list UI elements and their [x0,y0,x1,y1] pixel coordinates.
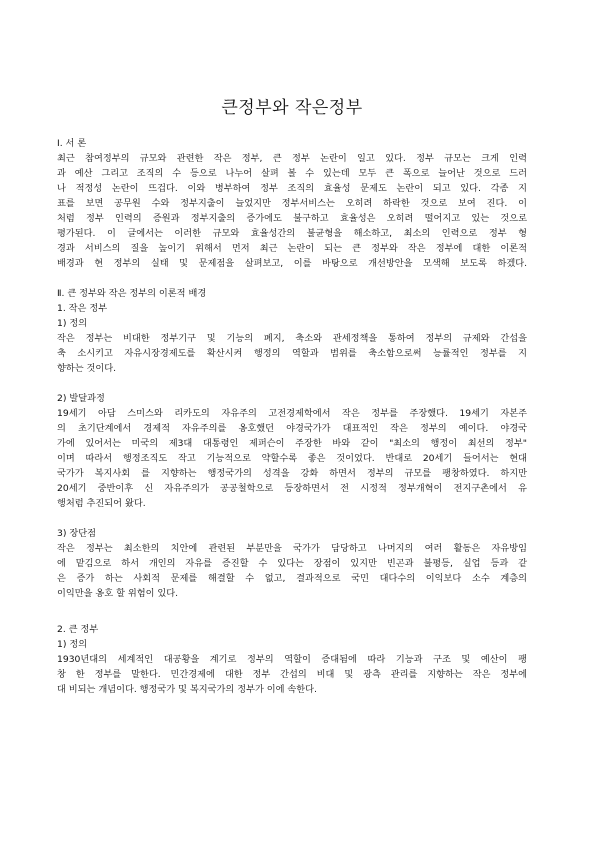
paragraph-line: 대 비되는 개념이다. 행정국가 및 복지국가의 정부가 이에 속한다. [57,684,317,695]
paragraph-line: 표를 보면 공무원 수와 정부지출이 늘었지만 정부서비스는 오히려 하락한 것으로 보여 진다. 이 [57,198,527,209]
paragraph-line: 창 한 정부를 말한다. 민간경제에 대한 정부 간섭의 비대 및 광측 관리를 지향하는 작은 정부에 [57,669,527,680]
paragraph-line: 최근 참여정부의 규모와 관련한 작은 정부, 큰 정부 논란이 일고 있다. 정부 규모는 크게 인력 [57,153,527,164]
paragraph-line: 이며 따라서 행정조직도 작고 기능적으로 약할수록 좋은 것이었다. 반대로 20세기 들어서는 현대 [57,453,527,464]
item-heading: 3) 장단점 [57,528,96,539]
paragraph-line: 19세기 아담 스미스와 리카도의 자유주의 고전경제학에서 작은 정부를 주장했다. 19세기 자본주 [57,408,527,419]
item-heading: 2) 발달과정 [57,393,105,404]
section-1-heading: Ⅰ. 서 론 [57,138,87,149]
paragraph-line: 은 증가 하는 사회적 문제를 해결할 수 없고, 결과적으로 국민 대다수의 이익보다 소수 계층의 [57,573,527,584]
document-title: 큰정부와 작은정부 [221,98,363,118]
paragraph-line: 이익만을 옹호 할 위험이 있다. [57,588,179,599]
paragraph-line: 가에 있어서는 미국의 제3대 대통령인 제퍼슨이 주장한 바와 같이 "최소의 행정이 최선의 정부" [57,438,527,449]
paragraph-line: 행처럼 추진되어 왔다. [57,498,146,509]
paragraph-line: 작은 정부는 비대한 정부기구 및 기능의 폐지, 축소와 관세정책을 통하여 정부의 규제와 간섭을 [57,333,527,344]
item-heading: 1) 정의 [57,639,88,650]
paragraph-line: 에 맡김으로 하서 개인의 자유를 증진할 수 있다는 장점이 있지만 빈곤과 불평등, 실업 등과 같 [57,558,527,569]
paragraph-line: 작은 정부는 최소한의 치안에 관련된 부분만을 국가가 담당하고 나머지의 여러 활동은 자유방임 [57,543,527,554]
paragraph-line: 의 초기단계에서 경제적 자유주의를 옹호했던 야경국가가 대표적인 작은 정부의 예이다. 야경국 [57,423,527,434]
paragraph-line: 경과 서비스의 질을 높이기 위해서 먼저 최근 논란이 되는 큰 정부와 작은 정부에 대한 이론적 [57,243,527,254]
paragraph-line: 처럼 정부 인력의 증원과 정부지출의 증가에도 불구하고 효율성은 오히려 떨어지고 있는 것으로 [57,213,527,224]
paragraph-line: 축 소시키고 자유시장경제도를 확산시켜 행정의 역할과 범위를 축소함으로써 능률적인 정부를 지 [57,348,527,359]
subsection-heading: 2. 큰 정부 [57,624,99,635]
item-heading: 1) 정의 [57,318,88,329]
paragraph-line: 향하는 것이다. [57,363,117,374]
paragraph-line: 나 적정성 논란이 뜨겁다. 이와 병부하여 정부 조직의 효율성 문제도 논란이 되고 있다. 각종 지 [57,183,527,194]
paragraph-line: 배경과 현 정부의 실태 및 문제점을 살펴보고, 이를 바탕으로 개선방안을 모색해 보도록 하겠다. [57,258,527,269]
paragraph-line: 20세기 중반이후 신 자유주의가 공공철학으로 등장하면서 전 시정적 정부개혁이 전지구촌에서 유 [57,483,527,494]
paragraph-line: 평가된다. 이 글에서는 이러한 규모와 효율성간의 불균형을 해소하고, 최소의 인력으로 정부 형 [57,228,527,239]
section-2-heading: Ⅱ. 큰 정부와 작은 정부의 이론적 배경 [57,288,207,299]
paragraph-line: 1930년대의 세계적인 대공황을 계기로 정부의 역할이 증대됨에 따라 기능과 구조 및 예산이 팽 [57,654,527,665]
subsection-heading: 1. 작은 정부 [57,303,108,314]
paragraph-line: 국가가 복지사회 를 지향하는 행정국가의 성격을 강화 하면서 정부의 규모를 팽창하였다. 하지만 [57,468,527,479]
paragraph-line: 과 예산 그리고 조직의 수 등으로 나누어 살펴 볼 수 있는데 모두 큰 폭으로 늘어난 것으로 드러 [57,168,527,179]
